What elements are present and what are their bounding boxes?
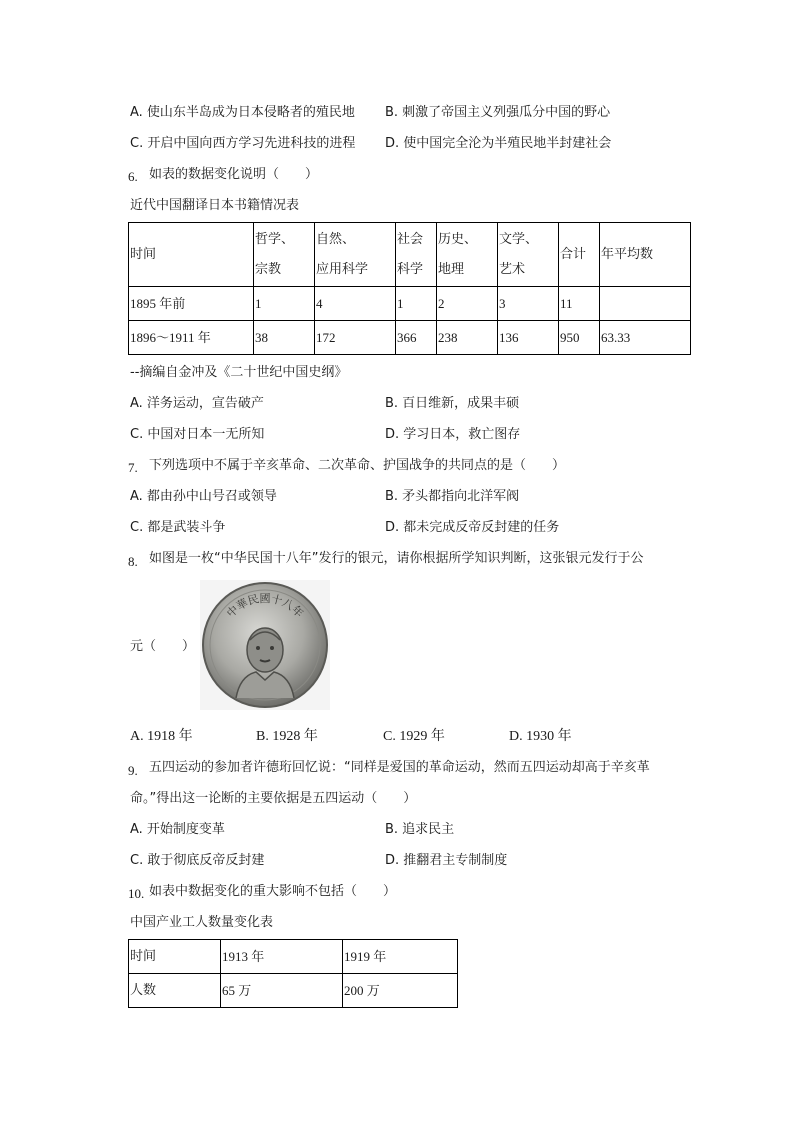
table-cell: 1895 年前	[129, 287, 254, 321]
table-cell: 200 万	[343, 974, 458, 1008]
table-row	[129, 287, 691, 321]
q9-option-b: B. 追求民主	[385, 822, 455, 837]
q10-stem: 如表中数据变化的重大影响不包括（ ）	[149, 884, 397, 899]
table-cell: 172	[315, 321, 396, 355]
table-header-row	[129, 223, 691, 287]
table-cell: 63.33	[600, 321, 691, 355]
table-row	[129, 321, 691, 355]
table-cell: 4	[315, 287, 396, 321]
table-header-cell: 1919 年	[343, 940, 458, 974]
q5-option-d: D. 使中国完全沦为半殖民地半封建社会	[385, 136, 612, 151]
table-cell: 人数	[129, 974, 221, 1008]
q6-option-c: C. 中国对日本一无所知	[130, 427, 265, 442]
q6-option-d: D. 学习日本，救亡图存	[385, 427, 521, 442]
table-cell: 238	[437, 321, 498, 355]
q8-number: 8.	[128, 554, 138, 569]
q5-option-c: C. 开启中国向西方学习先进科技的进程	[130, 136, 356, 151]
q9-option-d: D. 推翻君主专制制度	[385, 853, 508, 868]
q6-table	[128, 222, 691, 355]
table-cell: 3	[498, 287, 559, 321]
table-header-cell	[396, 223, 437, 287]
table-cell: 65 万	[221, 974, 343, 1008]
coin-inscription: 中華民國十八年	[224, 592, 306, 621]
header-line: 自然、	[316, 231, 356, 247]
header-line: 科学	[397, 261, 424, 277]
q7-option-c: C. 都是武装斗争	[130, 520, 226, 535]
table-cell: 136	[498, 321, 559, 355]
q6-option-a: A. 洋务运动，宣告破产	[130, 396, 264, 411]
table-header-cell: 年平均数	[600, 223, 691, 287]
table-header-cell: 合计	[559, 223, 600, 287]
table-header-cell	[254, 223, 315, 287]
table-cell: 2	[437, 287, 498, 321]
table-header-cell	[315, 223, 396, 287]
table-cell: 366	[396, 321, 437, 355]
q6-option-b: B. 百日维新，成果丰硕	[385, 396, 520, 411]
table-cell: 1896～1911 年	[129, 321, 254, 355]
q8-option-c: C. 1929 年	[383, 729, 445, 744]
q7-stem: 下列选项中不属于辛亥革命、二次革命、护国战争的共同点的是（ ）	[149, 458, 566, 473]
q5-option-a: A. 使山东半岛成为日本侵略者的殖民地	[130, 105, 355, 120]
silver-coin-image	[200, 580, 330, 710]
table-cell: 950	[559, 321, 600, 355]
q10-table	[128, 939, 458, 1008]
header-line: 地理	[438, 261, 465, 277]
q6-number: 6.	[128, 169, 138, 184]
table-header-cell	[437, 223, 498, 287]
q9-number: 9.	[128, 763, 138, 778]
table-header-row	[129, 940, 458, 974]
header-line: 宗教	[255, 261, 282, 277]
table-cell	[600, 287, 691, 321]
q8-stem: 如图是一枚“中华民国十八年”发行的银元，请你根据所学知识判断，这张银元发行于公	[149, 551, 644, 566]
table-header-cell: 1913 年	[221, 940, 343, 974]
q7-option-a: A. 都由孙中山号召或领导	[130, 489, 277, 504]
header-line: 历史、	[438, 231, 478, 247]
q9-option-c: C. 敢于彻底反帝反封建	[130, 853, 265, 868]
table-cell: 11	[559, 287, 600, 321]
q5-option-b: B. 刺激了帝国主义列强瓜分中国的野心	[385, 105, 611, 120]
header-line: 哲学、	[255, 231, 295, 247]
header-line: 社会	[397, 231, 424, 247]
q10-number: 10.	[128, 886, 145, 901]
q7-option-d: D. 都未完成反帝反封建的任务	[385, 520, 560, 535]
q9-stem-continued: 命。”得出这一论断的主要依据是五四运动（ ）	[130, 791, 417, 806]
q6-stem: 如表的数据变化说明（ ）	[149, 167, 319, 182]
table-header-cell	[498, 223, 559, 287]
q6-table-title: 近代中国翻译日本书籍情况表	[130, 198, 300, 213]
q6-source: --摘编自金冲及《二十世纪中国史纲》	[130, 365, 348, 380]
q10-table-title: 中国产业工人数量变化表	[130, 915, 274, 930]
q8-option-b: B. 1928 年	[256, 729, 318, 744]
q8-option-a: A. 1918 年	[130, 729, 193, 744]
table-header-cell: 时间	[129, 940, 221, 974]
q8-option-d: D. 1930 年	[509, 729, 572, 744]
q8-stem-continued: 元（ ）	[130, 639, 196, 654]
q9-stem: 五四运动的参加者许德珩回忆说：“同样是爱国的革命运动，然而五四运动却高于辛亥革	[149, 760, 650, 775]
table-header-cell: 时间	[129, 223, 254, 287]
q7-option-b: B. 矛头都指向北洋军阀	[385, 489, 520, 504]
header-line: 应用科学	[316, 261, 369, 277]
q9-option-a: A. 开始制度变革	[130, 822, 225, 837]
table-cell: 1	[396, 287, 437, 321]
header-line: 文学、	[499, 231, 539, 247]
silver-coin-icon	[200, 580, 330, 710]
q7-number: 7.	[128, 460, 138, 475]
table-row	[129, 974, 458, 1008]
table-cell: 38	[254, 321, 315, 355]
header-line: 艺术	[499, 261, 526, 277]
table-cell: 1	[254, 287, 315, 321]
